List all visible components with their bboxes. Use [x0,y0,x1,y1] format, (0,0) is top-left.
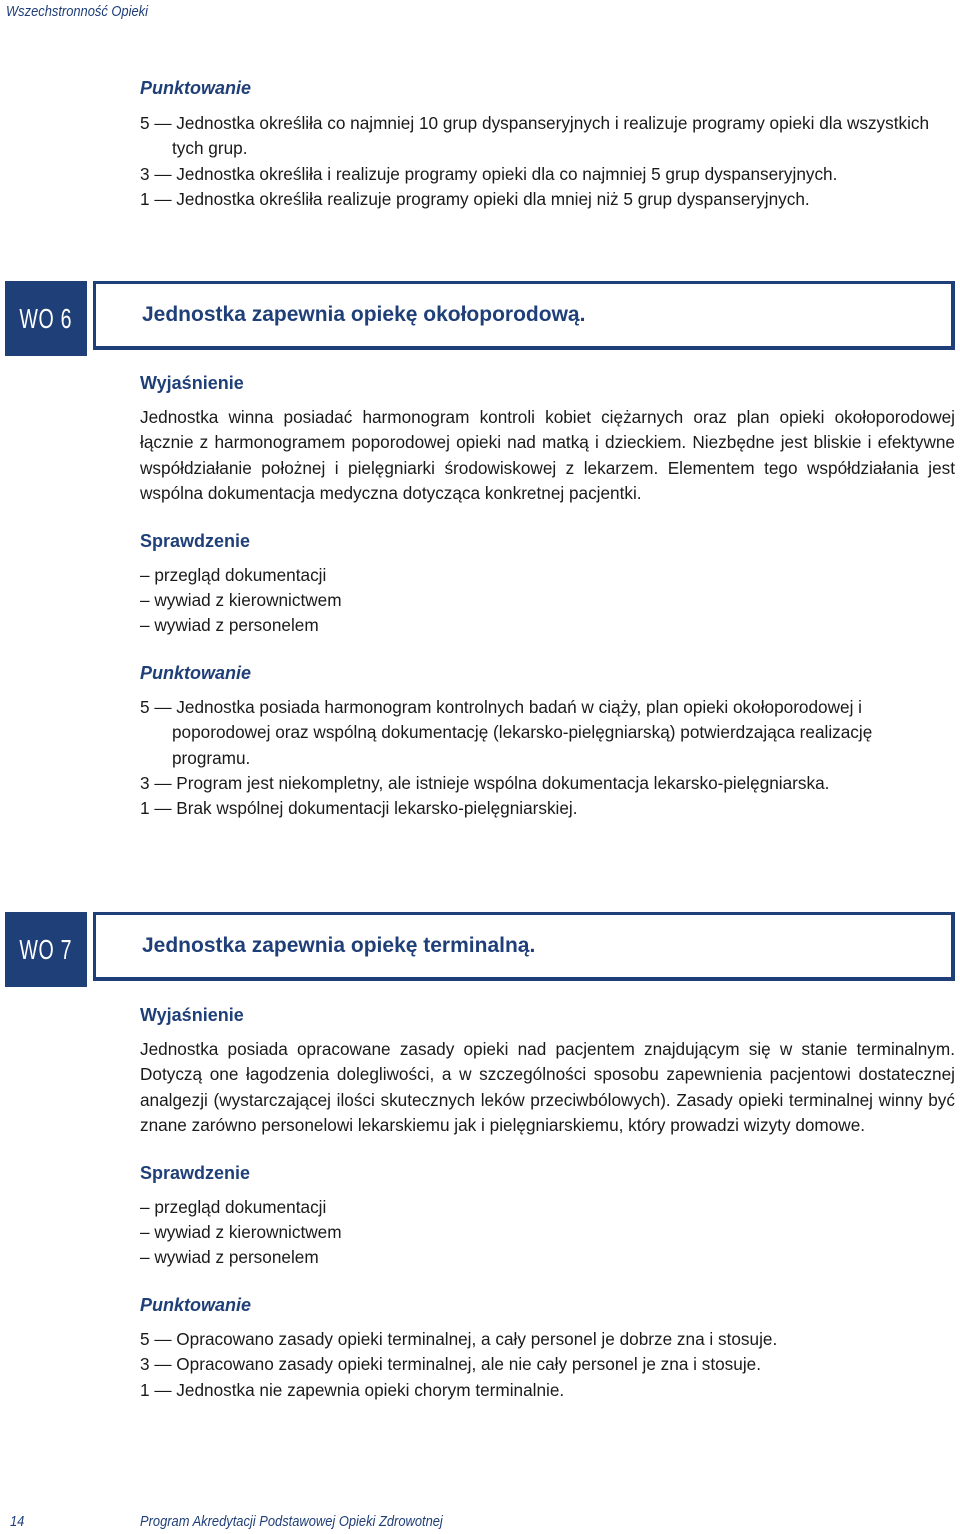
score-item: 5 — Jednostka posiada harmonogram kontrolnych badań w ciąży, plan opieki okołoporodowej i poporodowej oraz wspólną dokumentację (lekarsko-pielęgniarską) potwierdzająca realizację programu. [140,696,873,768]
check-item: – wywiad z kierownictwem [140,590,342,611]
wo7-title-box [93,912,955,981]
score-item: 5 — Opracowano zasady opieki terminalnej, a cały personel je dobrze zna i stosuje. [140,1328,778,1349]
top-score-section [140,78,955,213]
wo6-title: Jednostka zapewnia opiekę okołoporodową. [142,303,586,326]
explanation-text: Jednostka posiada opracowane zasady opieki nad pacjentem znajdującym się w stanie terminalnym. Dotyczą one łagodzenia dolegliwości, a w szczególności sposobu zapewnienia pacjentowi dostatecznej analgezji (wystarczającej ilości skutecznych leków przeciwbólowych). Zasady opieki terminalnej winny być znane zarówno personelowi lekarskiemu jak i pielęgniarskiemu, który prowadzi wizyty domowe. [140,1039,955,1136]
check-item: – wywiad z personelem [140,1247,319,1268]
explanation-text: Jednostka winna posiadać harmonogram kontroli kobiet ciężarnych oraz plan opieki okołoporodowej łącznie z harmonogramem poporodowej opieki nad matką i dzieckiem. Niezbędne jest bliskie i efektywne współdziałanie położnej i pielęgniarki środowiskowej z lekarzem. Elementem tego współdziałania jest wspólna dokumentacja medyczna dotycząca konkretnej pacjentki. [140,407,955,504]
wo6-tag: WO 6 [5,281,87,356]
check-item: – przegląd dokumentacji [140,564,327,585]
score-item: 3 — Program jest niekompletny, ale istnieje wspólna dokumentacja lekarsko-pielęgniarska. [140,773,830,794]
check-item: – przegląd dokumentacji [140,1196,327,1217]
score-item: 1 — Brak wspólnej dokumentacji lekarsko-pielęgniarskiej. [140,798,578,819]
score-item: 3 — Opracowano zasady opieki terminalnej, ale nie cały personel je zna i stosuje. [140,1354,761,1375]
explanation-label: Wyjaśnienie [140,1005,244,1025]
score-item: 1 — Jednostka określiła realizuje programy opieki dla mniej niż 5 grup dyspanseryjnych. [140,189,810,210]
running-header: Wszechstronność Opieki [6,3,148,20]
wo6-body [140,373,955,822]
score-label: Punktowanie [140,78,252,98]
score-label: Punktowanie [140,1294,252,1315]
wo7-header [5,912,955,987]
check-label: Sprawdzenie [140,530,251,551]
wo7-title: Jednostka zapewnia opiekę terminalną. [142,934,536,957]
explanation-label: Wyjaśnienie [140,373,244,393]
publication-title: Program Akredytacji Podstawowej Opieki Zdrowotnej [140,1513,443,1530]
score-label: Punktowanie [140,662,252,683]
wo6-title-box [93,281,955,350]
score-item: 1 — Jednostka nie zapewnia opieki chorym terminalnie. [140,1379,565,1400]
check-item: – wywiad z kierownictwem [140,1222,342,1243]
wo6-header [5,281,955,356]
score-item: 3 — Jednostka określiła i realizuje programy opieki dla co najmniej 5 grup dyspanseryjnych. [140,163,838,184]
score-item: 5 — Jednostka określiła co najmniej 10 grup dyspanseryjnych i realizuje programy opieki dla wszystkich tych grup. [140,113,930,159]
wo7-body [140,1005,955,1403]
check-label: Sprawdzenie [140,1162,251,1183]
page-number: 14 [10,1513,25,1530]
check-item: – wywiad z personelem [140,615,319,636]
wo7-tag: WO 7 [5,912,87,987]
